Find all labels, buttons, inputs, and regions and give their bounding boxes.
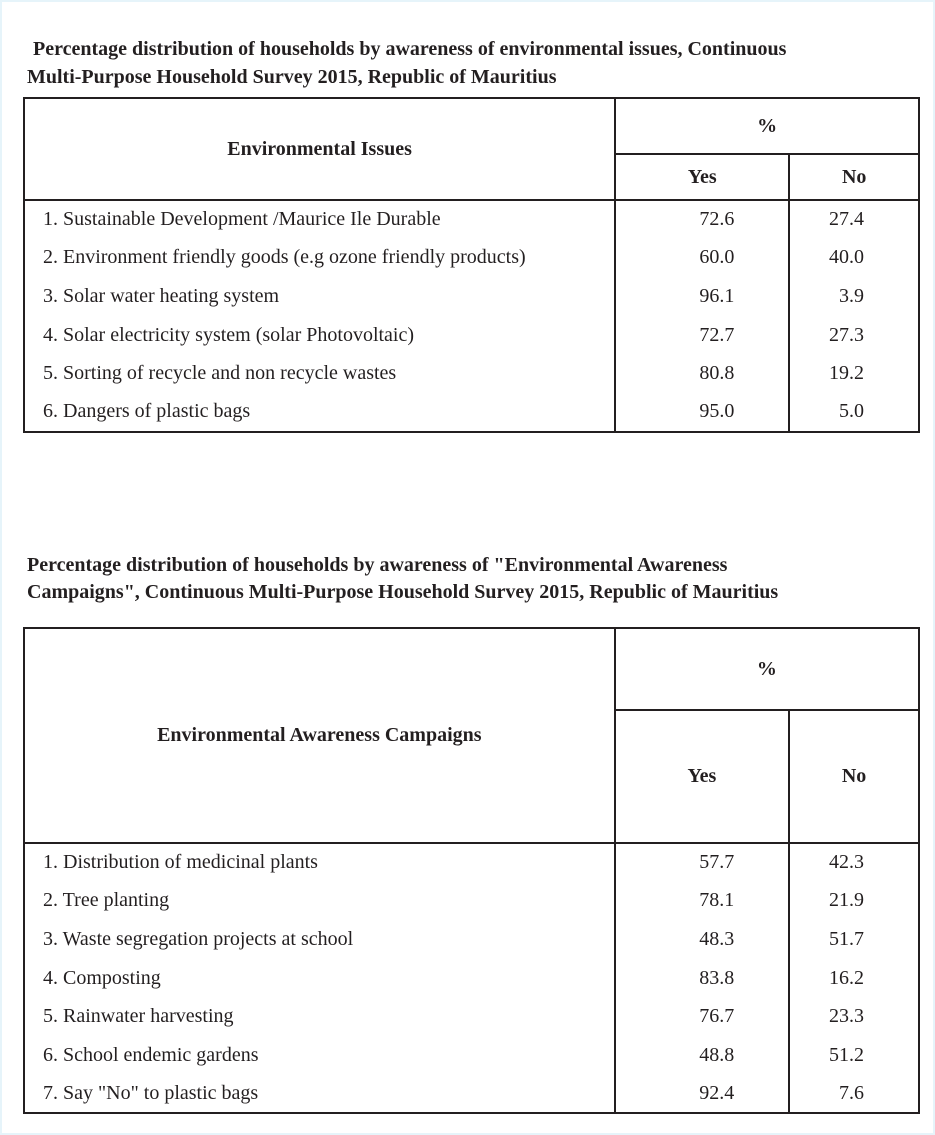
yes-value: 96.1	[615, 277, 789, 316]
table-row	[24, 843, 919, 882]
table-row	[24, 997, 919, 1036]
no-value: 21.9	[789, 882, 919, 921]
yes-value: 57.7	[615, 843, 790, 882]
table-row	[24, 200, 919, 239]
environmental-issues-table	[23, 97, 920, 433]
table1-title-line2: Multi-Purpose Household Survey 2015, Republic of Mauritius	[27, 66, 557, 88]
no-value: 27.4	[789, 200, 919, 239]
row-header: Environmental Awareness Campaigns	[24, 628, 615, 843]
no-value: 51.7	[789, 920, 919, 959]
yes-value: 48.8	[615, 1036, 790, 1075]
no-value: 42.3	[789, 843, 919, 882]
yes-value: 92.4	[615, 1075, 790, 1114]
no-value: 16.2	[789, 959, 919, 998]
no-value: 23.3	[789, 997, 919, 1036]
no-header: No	[789, 154, 919, 200]
percent-header: %	[615, 98, 919, 154]
table-row	[24, 920, 919, 959]
yes-value: 80.8	[615, 354, 789, 393]
yes-value: 83.8	[615, 959, 790, 998]
row-label: 2. Tree planting	[24, 882, 615, 921]
row-label: 2. Environment friendly goods (e.g ozone friendly products)	[24, 239, 615, 278]
awareness-campaigns-table	[23, 627, 920, 1114]
no-value: 51.2	[789, 1036, 919, 1075]
row-label: 7. Say "No" to plastic bags	[24, 1075, 615, 1114]
yes-header: Yes	[615, 154, 789, 200]
row-label: 6. School endemic gardens	[24, 1036, 615, 1075]
yes-value: 72.7	[615, 316, 789, 355]
yes-value: 78.1	[615, 882, 790, 921]
yes-value: 72.6	[615, 200, 789, 239]
no-value: 7.6	[789, 1075, 919, 1114]
row-label: 5. Sorting of recycle and non recycle wastes	[24, 354, 615, 393]
no-value: 40.0	[789, 239, 919, 278]
yes-value: 95.0	[615, 393, 789, 432]
no-value: 3.9	[789, 277, 919, 316]
table-row	[24, 393, 919, 432]
no-value: 5.0	[789, 393, 919, 432]
row-label: 1. Distribution of medicinal plants	[24, 843, 615, 882]
table-row	[24, 316, 919, 355]
yes-value: 60.0	[615, 239, 789, 278]
table-row	[24, 959, 919, 998]
table2-title-line1: Percentage distribution of households by awareness of "Environmental Awareness	[27, 554, 728, 576]
table-row	[24, 354, 919, 393]
percent-header: %	[615, 628, 919, 710]
row-label: 4. Solar electricity system (solar Photovoltaic)	[24, 316, 615, 355]
table-row	[24, 1075, 919, 1114]
row-label: 4. Composting	[24, 959, 615, 998]
no-header: No	[789, 710, 919, 843]
no-value: 19.2	[789, 354, 919, 393]
table-row	[24, 1036, 919, 1075]
row-label: 3. Waste segregation projects at school	[24, 920, 615, 959]
yes-value: 76.7	[615, 997, 790, 1036]
row-label: 6. Dangers of plastic bags	[24, 393, 615, 432]
row-label: 1. Sustainable Development /Maurice Ile Durable	[24, 200, 615, 239]
row-header: Environmental Issues	[24, 98, 615, 200]
table-row	[24, 277, 919, 316]
table-row	[24, 239, 919, 278]
row-label: 3. Solar water heating system	[24, 277, 615, 316]
table2-title-line2: Campaigns", Continuous Multi-Purpose Household Survey 2015, Republic of Mauritius	[27, 581, 779, 603]
row-label: 5. Rainwater harvesting	[24, 997, 615, 1036]
no-value: 27.3	[789, 316, 919, 355]
table1-title-line1: Percentage distribution of households by awareness of environmental issues, Continuous	[33, 38, 787, 60]
yes-value: 48.3	[615, 920, 790, 959]
yes-header: Yes	[615, 710, 790, 843]
table-row	[24, 882, 919, 921]
